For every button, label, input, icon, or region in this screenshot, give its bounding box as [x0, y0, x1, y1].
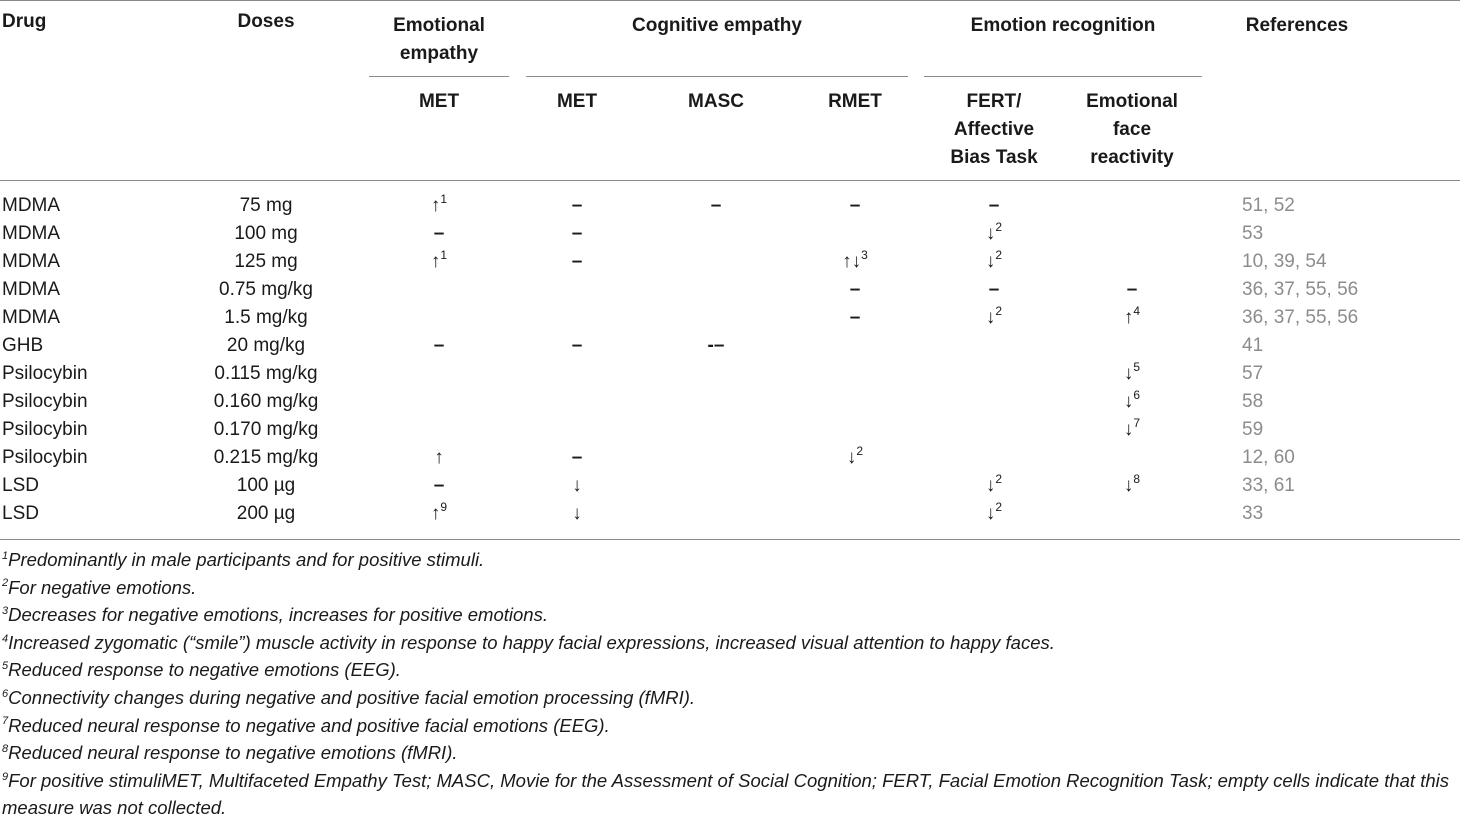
- subheader-rmet: RMET: [828, 91, 882, 112]
- footnote-text: For positive stimuliMET, Multifaceted Empathy Test; MASC, Movie for the Assessment of Social Cognition; FERT, Facial Emotion Recognition Task; empty cells indicate that this measure was not collected.: [2, 769, 1449, 819]
- footnote-marker: 1: [440, 191, 448, 206]
- cell-dose: 100 µg: [236, 475, 296, 496]
- header-emotion-recognition: Emotion recognition: [970, 15, 1156, 36]
- cell-face-reactivity: [1124, 472, 1140, 500]
- cell-cognitive-met: [572, 248, 583, 276]
- footnote-mark: 8: [2, 743, 9, 755]
- footnote-marker: 7: [1133, 415, 1141, 430]
- top-rule: [0, 0, 1460, 1]
- cell-dose: 75 mg: [239, 195, 293, 216]
- footnote-mark: 2: [2, 577, 9, 590]
- cell-masc-value: –: [710, 195, 722, 216]
- footnote: [2, 629, 1458, 657]
- table-row: [0, 472, 1460, 500]
- footnote-text: Connectivity changes during negative and positive facial emotion processing (fMRI).: [8, 686, 696, 708]
- subheader-fert-line1: FERT/: [966, 91, 1022, 112]
- cell-drug: Psilocybin: [2, 419, 88, 440]
- cell-references: 59: [1242, 419, 1264, 440]
- cell-references: 41: [1242, 335, 1264, 356]
- cell-rmet: [850, 192, 861, 220]
- cell-dose: 0.215 mg/kg: [213, 447, 319, 468]
- cell-face-reactivity: [1127, 276, 1138, 304]
- subheader-ce-met: MET: [556, 91, 598, 112]
- cell-emotional-met: [434, 332, 445, 360]
- table-row: [0, 304, 1460, 332]
- footnote-mark: 9: [2, 770, 9, 783]
- cell-fert-value: ↓: [985, 251, 996, 272]
- cell-cognitive-met-value: –: [571, 447, 583, 468]
- subheader-efr-line3: reactivity: [1090, 147, 1174, 168]
- body-bottom-rule: [0, 539, 1460, 540]
- footnote: [2, 739, 1458, 767]
- footnote: [2, 684, 1458, 712]
- footnote-marker: 5: [1133, 359, 1141, 374]
- cell-emotional-met-value: –: [433, 223, 445, 244]
- cell-emotional-met: [434, 444, 444, 472]
- cell-cognitive-met-value: –: [571, 195, 583, 216]
- cell-cognitive-met: [572, 444, 583, 472]
- cell-rmet: [850, 276, 861, 304]
- footnote-marker: 2: [995, 499, 1003, 514]
- cell-masc: [711, 192, 722, 220]
- cell-cognitive-met: [572, 332, 583, 360]
- header-doses: Doses: [237, 11, 295, 32]
- cell-references: 33, 61: [1242, 475, 1295, 496]
- cell-rmet: [850, 304, 861, 332]
- cell-drug: LSD: [2, 503, 39, 524]
- cell-face-reactivity: [1124, 304, 1140, 332]
- header-drug: Drug: [2, 11, 47, 32]
- footnote: [2, 546, 1458, 574]
- footnote-text: Increased zygomatic (“smile”) muscle activity in response to happy facial expressions, increased visual attention to happy faces.: [8, 631, 1055, 653]
- cell-drug: Psilocybin: [2, 447, 88, 468]
- cell-face-reactivity-value: –: [1126, 279, 1138, 300]
- cell-emotional-met-value: ↑: [430, 195, 441, 216]
- cell-emotional-met: [431, 248, 447, 276]
- footnote-marker: 4: [1133, 303, 1141, 318]
- cell-drug: MDMA: [2, 307, 61, 328]
- cell-drug: MDMA: [2, 195, 61, 216]
- cell-dose: 20 mg/kg: [226, 335, 306, 356]
- cell-rmet: [842, 248, 868, 276]
- subheader-masc: MASC: [688, 91, 744, 112]
- cell-fert-value: ↓: [985, 307, 996, 328]
- cell-fert: [986, 304, 1002, 332]
- subheader-efr-line2: face: [1112, 119, 1152, 140]
- cell-fert-value: –: [988, 195, 1000, 216]
- cell-dose: 200 µg: [236, 503, 296, 524]
- footnote-text: Reduced response to negative emotions (EEG).: [8, 659, 401, 681]
- cell-references: 58: [1242, 391, 1264, 412]
- header-emotional-empathy-line2: empathy: [399, 43, 479, 64]
- cell-cognitive-met-value: ↓: [572, 475, 582, 496]
- table-row: [0, 388, 1460, 416]
- cell-face-reactivity-value: ↓: [1123, 475, 1134, 496]
- table-row: [0, 444, 1460, 472]
- cell-references: 33: [1242, 503, 1264, 524]
- cell-cognitive-met: [572, 220, 583, 248]
- cell-rmet-value: –: [849, 195, 861, 216]
- cell-cognitive-met-value: –: [571, 223, 583, 244]
- footnote-text: Predominantly in male participants and for positive stimuli.: [8, 549, 485, 570]
- cell-face-reactivity: [1124, 360, 1140, 388]
- table-row: [0, 248, 1460, 276]
- subheader-ee-met: MET: [418, 91, 460, 112]
- cell-cognitive-met-value: –: [571, 335, 583, 356]
- cell-emotional-met: [434, 220, 445, 248]
- cell-emotional-met: [434, 472, 445, 500]
- table-row: [0, 332, 1460, 360]
- cell-masc: [708, 332, 725, 360]
- footnote-mark: 5: [2, 660, 9, 673]
- cell-dose: 0.75 mg/kg: [219, 279, 313, 300]
- cell-dose: 125 mg: [234, 251, 298, 272]
- cell-cognitive-met-value: –: [571, 251, 583, 272]
- cell-references: 36, 37, 55, 56: [1242, 279, 1359, 300]
- cell-cognitive-met-value: ↓: [572, 503, 582, 524]
- cell-dose: 1.5 mg/kg: [224, 307, 308, 328]
- cell-fert: [986, 248, 1002, 276]
- cell-drug: LSD: [2, 475, 39, 496]
- cell-references: 57: [1242, 363, 1264, 384]
- cell-emotional-met-value: ↑: [434, 447, 444, 468]
- cell-fert: [986, 220, 1002, 248]
- subheader-fert-line2: Affective: [953, 119, 1035, 140]
- cell-drug: MDMA: [2, 251, 61, 272]
- cell-rmet-value: ↑↓: [842, 251, 862, 272]
- footnote: [2, 656, 1458, 684]
- footnote-marker: 2: [995, 303, 1003, 318]
- footnote: [2, 601, 1458, 629]
- rule-emotional-empathy: [369, 76, 509, 77]
- cell-face-reactivity: [1124, 388, 1140, 416]
- footnote-marker: 1: [440, 247, 448, 262]
- cell-drug: MDMA: [2, 223, 61, 244]
- footnote: [2, 767, 1458, 822]
- footnote-marker: 2: [995, 219, 1003, 234]
- footnote-marker: 2: [856, 443, 864, 458]
- footnote-text: For negative emotions.: [8, 576, 197, 598]
- cell-references: 36, 37, 55, 56: [1242, 307, 1359, 328]
- cell-drug: Psilocybin: [2, 363, 88, 384]
- cell-emotional-met-value: ↑: [430, 503, 441, 524]
- cell-fert-value: ↓: [985, 475, 996, 496]
- footnote-mark: 4: [2, 632, 9, 645]
- footnote-marker: 2: [995, 247, 1003, 262]
- cell-fert: [989, 276, 1000, 304]
- cell-emotional-met-value: ↑: [430, 251, 441, 272]
- cell-dose: 0.115 mg/kg: [214, 363, 318, 384]
- subheader-efr-line1: Emotional: [1086, 91, 1178, 112]
- table-row: [0, 416, 1460, 444]
- cell-face-reactivity-value: ↑: [1123, 307, 1134, 328]
- subheader-fert-line3: Bias Task: [950, 147, 1038, 168]
- cell-face-reactivity-value: ↓: [1123, 419, 1134, 440]
- footnote-text: Reduced neural response to negative emotions (fMRI).: [8, 742, 458, 764]
- footnote-mark: 3: [2, 605, 9, 618]
- cell-face-reactivity-value: ↓: [1123, 391, 1134, 412]
- cell-emotional-met: [431, 500, 447, 528]
- cell-emotional-met: [431, 192, 447, 220]
- footnote-marker: 6: [1133, 387, 1141, 402]
- table-row: [0, 500, 1460, 528]
- cell-face-reactivity-value: ↓: [1123, 363, 1134, 384]
- header-bottom-rule: [0, 180, 1460, 181]
- table-row: [0, 276, 1460, 304]
- cell-fert: [986, 500, 1002, 528]
- footnote-text: Decreases for negative emotions, increases for positive emotions.: [8, 604, 548, 626]
- footnotes: [2, 546, 1458, 822]
- header-cognitive-empathy: Cognitive empathy: [632, 15, 802, 36]
- cell-references: 51, 52: [1242, 195, 1295, 216]
- footnote-mark: 7: [2, 715, 9, 728]
- cell-fert: [989, 192, 1000, 220]
- cell-cognitive-met: [572, 472, 582, 500]
- footnote-mark: 6: [2, 687, 9, 700]
- footnote: [2, 574, 1458, 602]
- cell-references: 10, 39, 54: [1242, 251, 1327, 272]
- cell-cognitive-met: [572, 500, 582, 528]
- rule-emotion-recognition: [924, 76, 1202, 77]
- footnote-marker: 2: [995, 471, 1003, 486]
- cell-fert-value: –: [988, 279, 1000, 300]
- footnote-text: Reduced neural response to negative and positive facial emotions (EEG).: [8, 714, 610, 736]
- cell-fert: [986, 472, 1002, 500]
- header-emotional-empathy-line1: Emotional: [393, 15, 485, 36]
- cell-face-reactivity: [1124, 416, 1140, 444]
- footnote-marker: 9: [440, 499, 448, 514]
- cell-rmet-value: –: [849, 307, 861, 328]
- footnote-marker: 8: [1133, 471, 1141, 486]
- cell-masc-value: -–: [707, 335, 725, 356]
- cell-rmet: [847, 444, 863, 472]
- cell-references: 12, 60: [1242, 447, 1295, 468]
- cell-drug: Psilocybin: [2, 391, 88, 412]
- header-references: References: [1245, 15, 1349, 36]
- cell-dose: 0.170 mg/kg: [213, 419, 319, 440]
- cell-emotional-met-value: –: [433, 335, 445, 356]
- footnote-marker: 3: [861, 247, 868, 262]
- cell-drug: GHB: [2, 335, 44, 356]
- cell-references: 53: [1242, 223, 1264, 244]
- cell-cognitive-met: [572, 192, 583, 220]
- cell-rmet-value: ↓: [846, 447, 857, 468]
- rule-cognitive-empathy: [526, 76, 908, 77]
- cell-rmet-value: –: [849, 279, 861, 300]
- footnote-mark: 1: [2, 549, 9, 562]
- cell-fert-value: ↓: [985, 503, 996, 524]
- cell-dose: 100 mg: [234, 223, 298, 244]
- cell-dose: 0.160 mg/kg: [213, 391, 319, 412]
- table-row: [0, 220, 1460, 248]
- cell-drug: MDMA: [2, 279, 61, 300]
- cell-emotional-met-value: –: [433, 475, 445, 496]
- table-row: [0, 360, 1460, 388]
- table-row: [0, 192, 1460, 220]
- cell-fert-value: ↓: [985, 223, 996, 244]
- footnote: [2, 712, 1458, 740]
